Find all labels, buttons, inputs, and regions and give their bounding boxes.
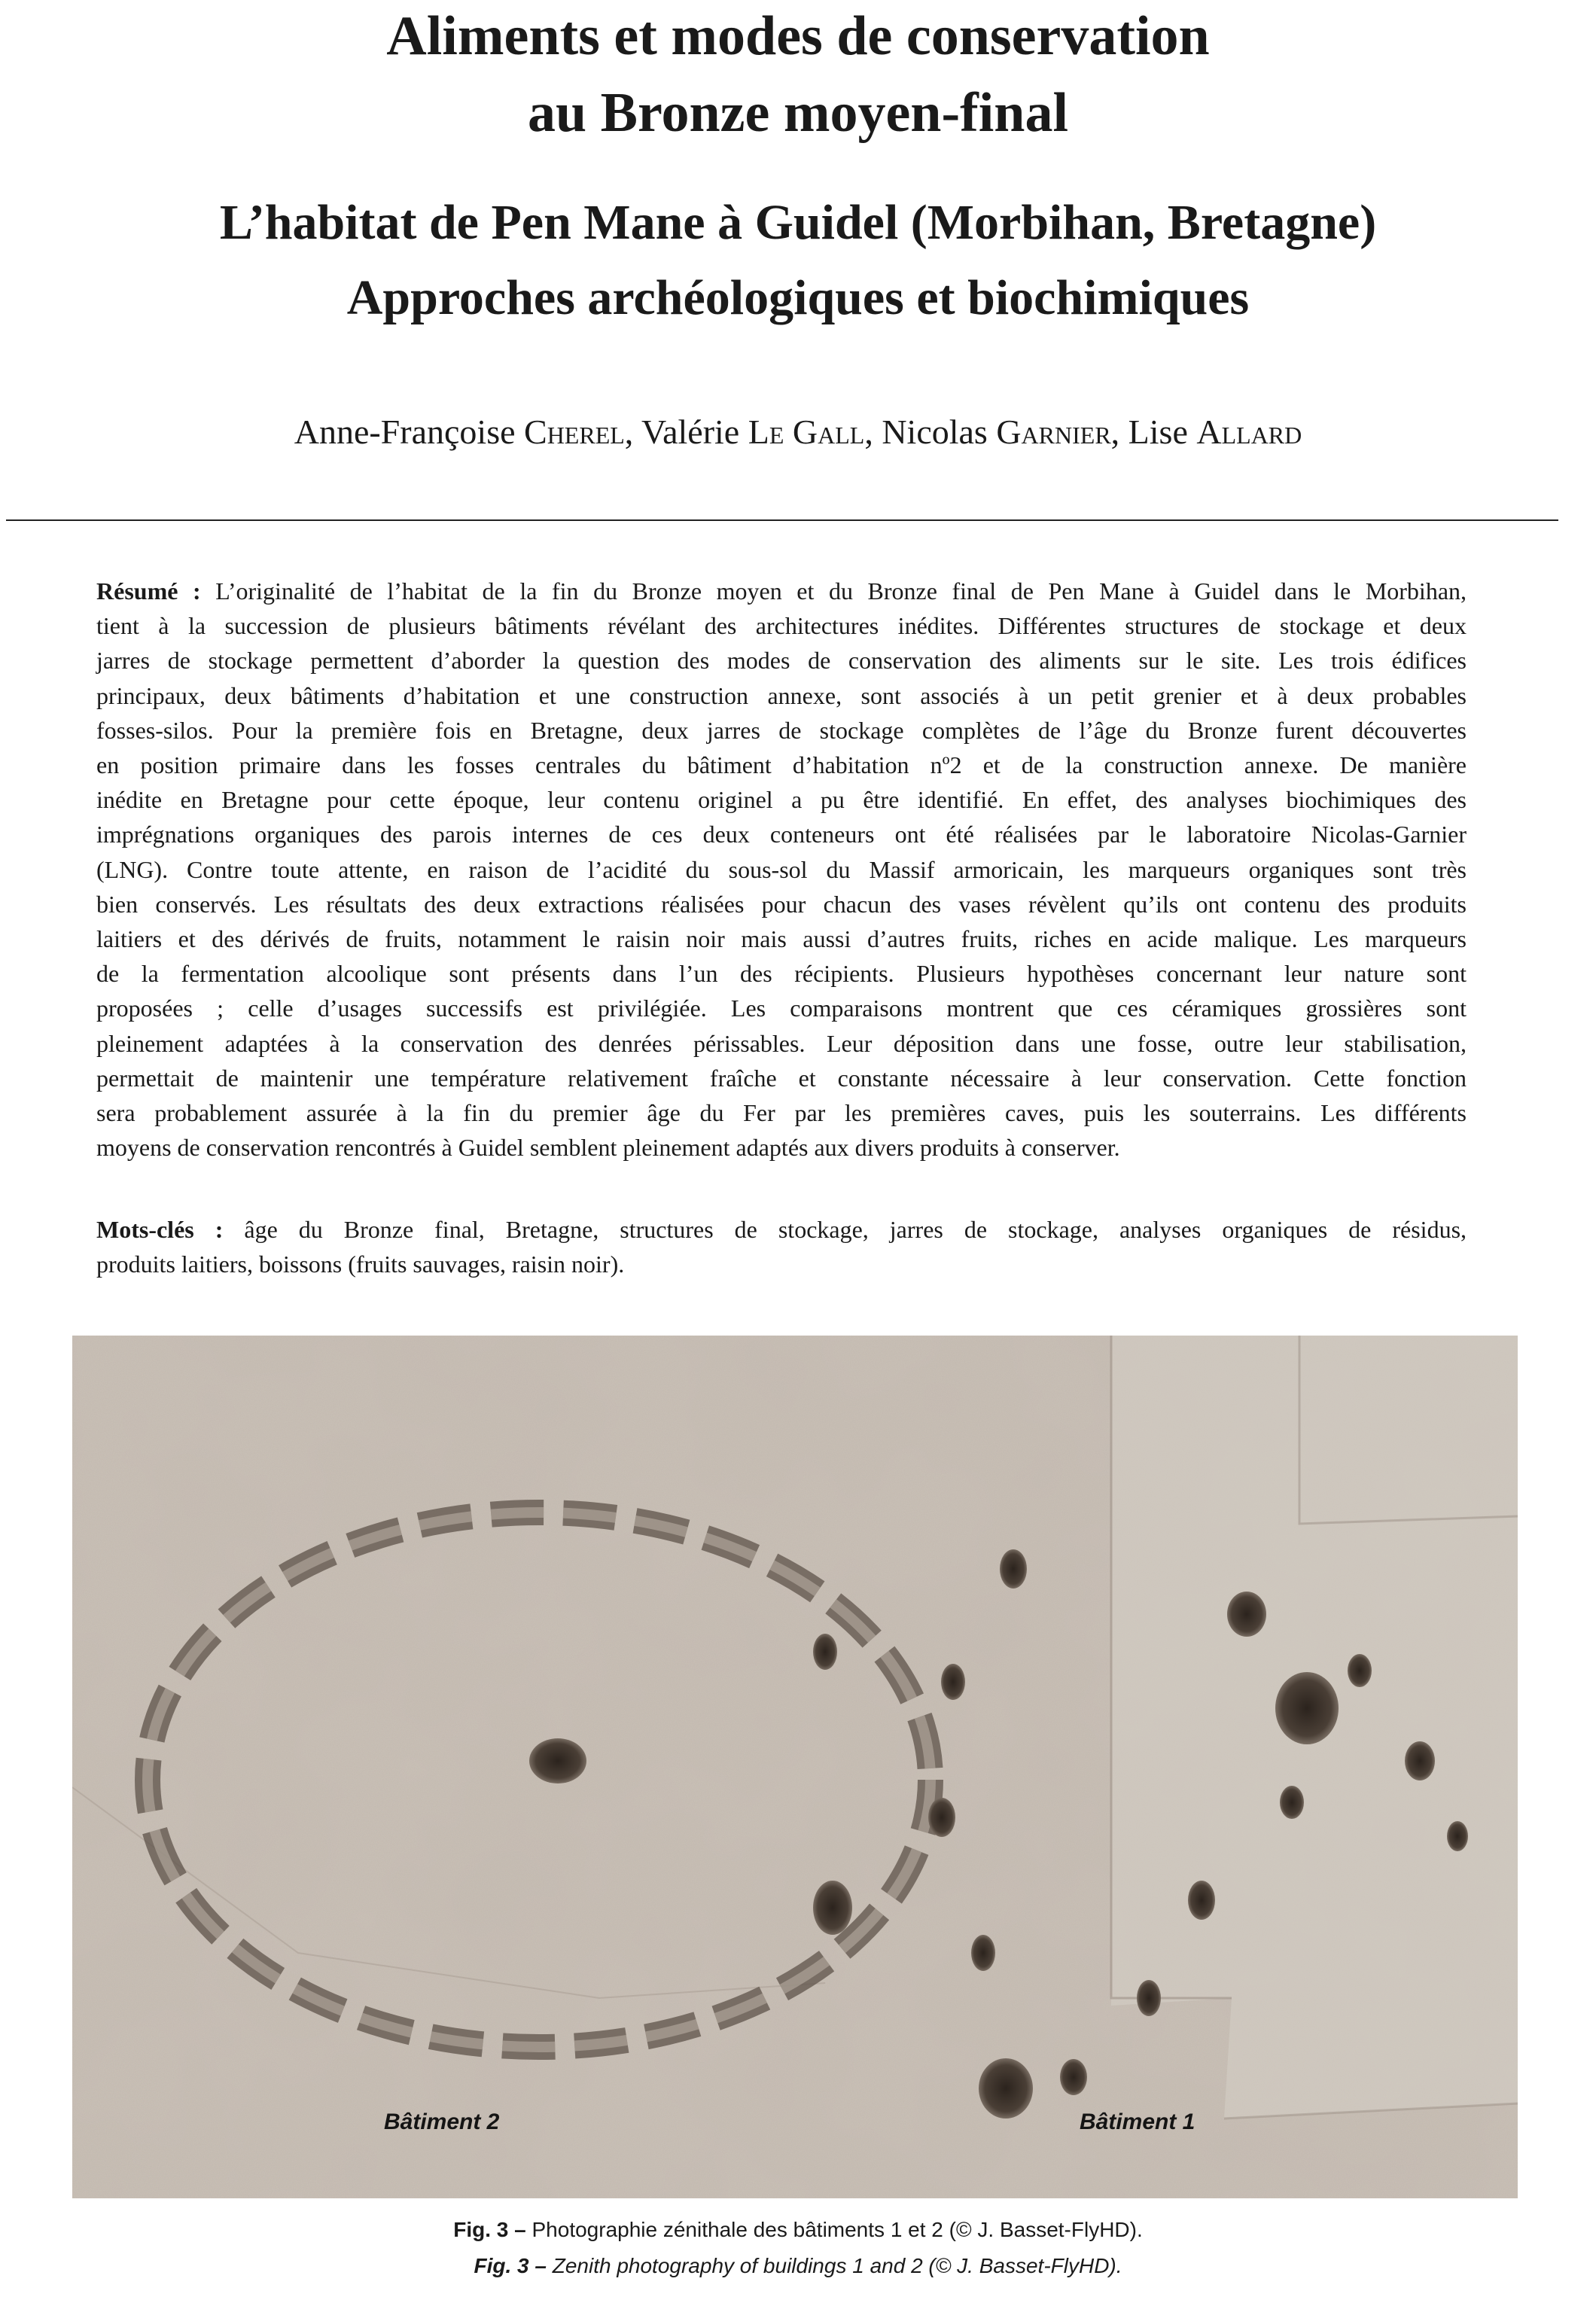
abstract-line: imprégnations organiques des parois internes de ces deux conteneurs ont été réalisées par le laboratoire Nicolas-Garnier: [96, 821, 1467, 848]
abstract-line: jarres de stockage permettent d’aborder la question des modes de conservation des aliments sur le site. Les trois édifices: [96, 647, 1467, 675]
abstract-line: en position primaire dans les fosses centrales du bâtiment d’habitation nº2 et de la construction annexe. De manière: [96, 751, 1467, 779]
author-given-name: Valérie: [641, 413, 740, 451]
title-line-2: au Bronze moyen-final: [527, 82, 1069, 144]
abstract-line: de la fermentation alcoolique sont présents dans l’un des récipients. Plusieurs hypothèses concernant leur nature sont: [96, 960, 1467, 988]
keywords: [96, 1212, 1467, 1281]
abstract-line: inédite en Bretagne pour cette époque, leur contenu originel a pu être identifié. En effet, des analyses biochimiques des: [96, 786, 1467, 814]
abstract-line: principaux, deux bâtiments d’habitation et une construction annexe, sont associés à un petit grenier et à deux probables: [96, 681, 1467, 709]
author: [882, 413, 1110, 451]
figure-caption-fr: [0, 2218, 1596, 2242]
author-list: Anne-Françoise Cherel, Valérie Le Gall, Nicolas Garnier, Lise Allard: [294, 413, 1302, 451]
figure-caption-en: [0, 2254, 1596, 2278]
abstract-line: sera probablement assurée à la fin du premier âge du Fer par les premières caves, puis les souterrains. Les différents: [96, 1099, 1467, 1127]
abstract-line: proposées ; celle d’usages successifs est privilégiée. Les comparaisons montrent que ces céramiques grossières sont: [96, 995, 1467, 1022]
keywords-line: [96, 1212, 1467, 1247]
author-given-name: Nicolas: [882, 413, 988, 451]
author-family-name: Cherel: [524, 413, 625, 451]
author-given-name: Lise: [1128, 413, 1188, 451]
abstract-line: permettait de maintenir une température relativement fraîche et constante nécessaire à leur conservation. Cette fonction: [96, 1064, 1467, 1092]
keywords-line-text: âge du Bronze final, Bretagne, structures de stockage, jarres de stockage, analyses organiques de résidus,: [244, 1216, 1467, 1243]
abstract-line: pleinement adaptées à la conservation des denrées périssables. Leur déposition dans une fosse, outre leur stabilisation,: [96, 1029, 1467, 1057]
abstract-line: (LNG). Contre toute attente, en raison de l’acidité du sous-sol du Massif armoricain, les marqueurs organiques sont très: [96, 855, 1467, 883]
abstract-line: bien conservés. Les résultats des deux extractions réalisées pour chacun des vases révèlent qu’ils ont contenu des produits: [96, 890, 1467, 918]
author-family-name: Allard: [1196, 413, 1302, 451]
abstract-line: fosses-silos. Pour la première fois en Bretagne, deux jarres de stockage complètes de l’âge du Bronze furent découvertes: [96, 716, 1467, 744]
header-divider: [6, 519, 1558, 521]
author-family-name: Garnier: [996, 413, 1111, 451]
abstract-line: laitiers et des dérivés de fruits, notamment le raisin noir mais aussi d’autres fruits, riches en acide malique. Les marqueurs: [96, 925, 1467, 953]
building-2-label: Bâtiment 2: [384, 2109, 500, 2134]
title-line-1: Aliments et modes de conservation: [386, 5, 1210, 67]
abstract-line-text: L’originalité de l’habitat de la fin du Bronze moyen et du Bronze final de Pen Mane à Guidel dans le Morbihan,: [215, 577, 1467, 605]
keywords-line: produits laitiers, boissons (fruits sauvages, raisin noir).: [96, 1250, 625, 1278]
keywords-label: Mots-clés :: [96, 1216, 224, 1243]
author: [1128, 413, 1302, 451]
subtitle-line-2: Approches archéologiques et biochimiques: [346, 270, 1250, 325]
author: [294, 413, 625, 451]
figure-number: Fig. 3 –: [453, 2218, 526, 2241]
caption-text: Photographie zénithale des bâtiments 1 et 2 (© J. Basset-FlyHD).: [531, 2218, 1143, 2241]
abstract-line: moyens de conservation rencontrés à Guidel semblent pleinement adaptés aux divers produits à conserver.: [96, 1134, 1120, 1162]
abstract-line: tient à la succession de plusieurs bâtiments révélant des architectures inédites. Différentes structures de stockage et deux: [96, 612, 1467, 640]
subtitle-line-1: L’habitat de Pen Mane à Guidel (Morbihan, Bretagne): [219, 195, 1377, 250]
figure-number: Fig. 3 –: [474, 2254, 547, 2277]
abstract-line: [96, 574, 1467, 608]
author-family-name: Le Gall: [748, 413, 865, 451]
author-given-name: Anne-Françoise: [294, 413, 516, 451]
author: [641, 413, 864, 451]
abstract: [96, 574, 1467, 1165]
building-1-label: Bâtiment 1: [1080, 2109, 1195, 2134]
aerial-photograph: [72, 1336, 1518, 2198]
caption-text: Zenith photography of buildings 1 and 2 (© J. Basset-FlyHD).: [552, 2254, 1122, 2277]
abstract-label: Résumé :: [96, 577, 201, 605]
